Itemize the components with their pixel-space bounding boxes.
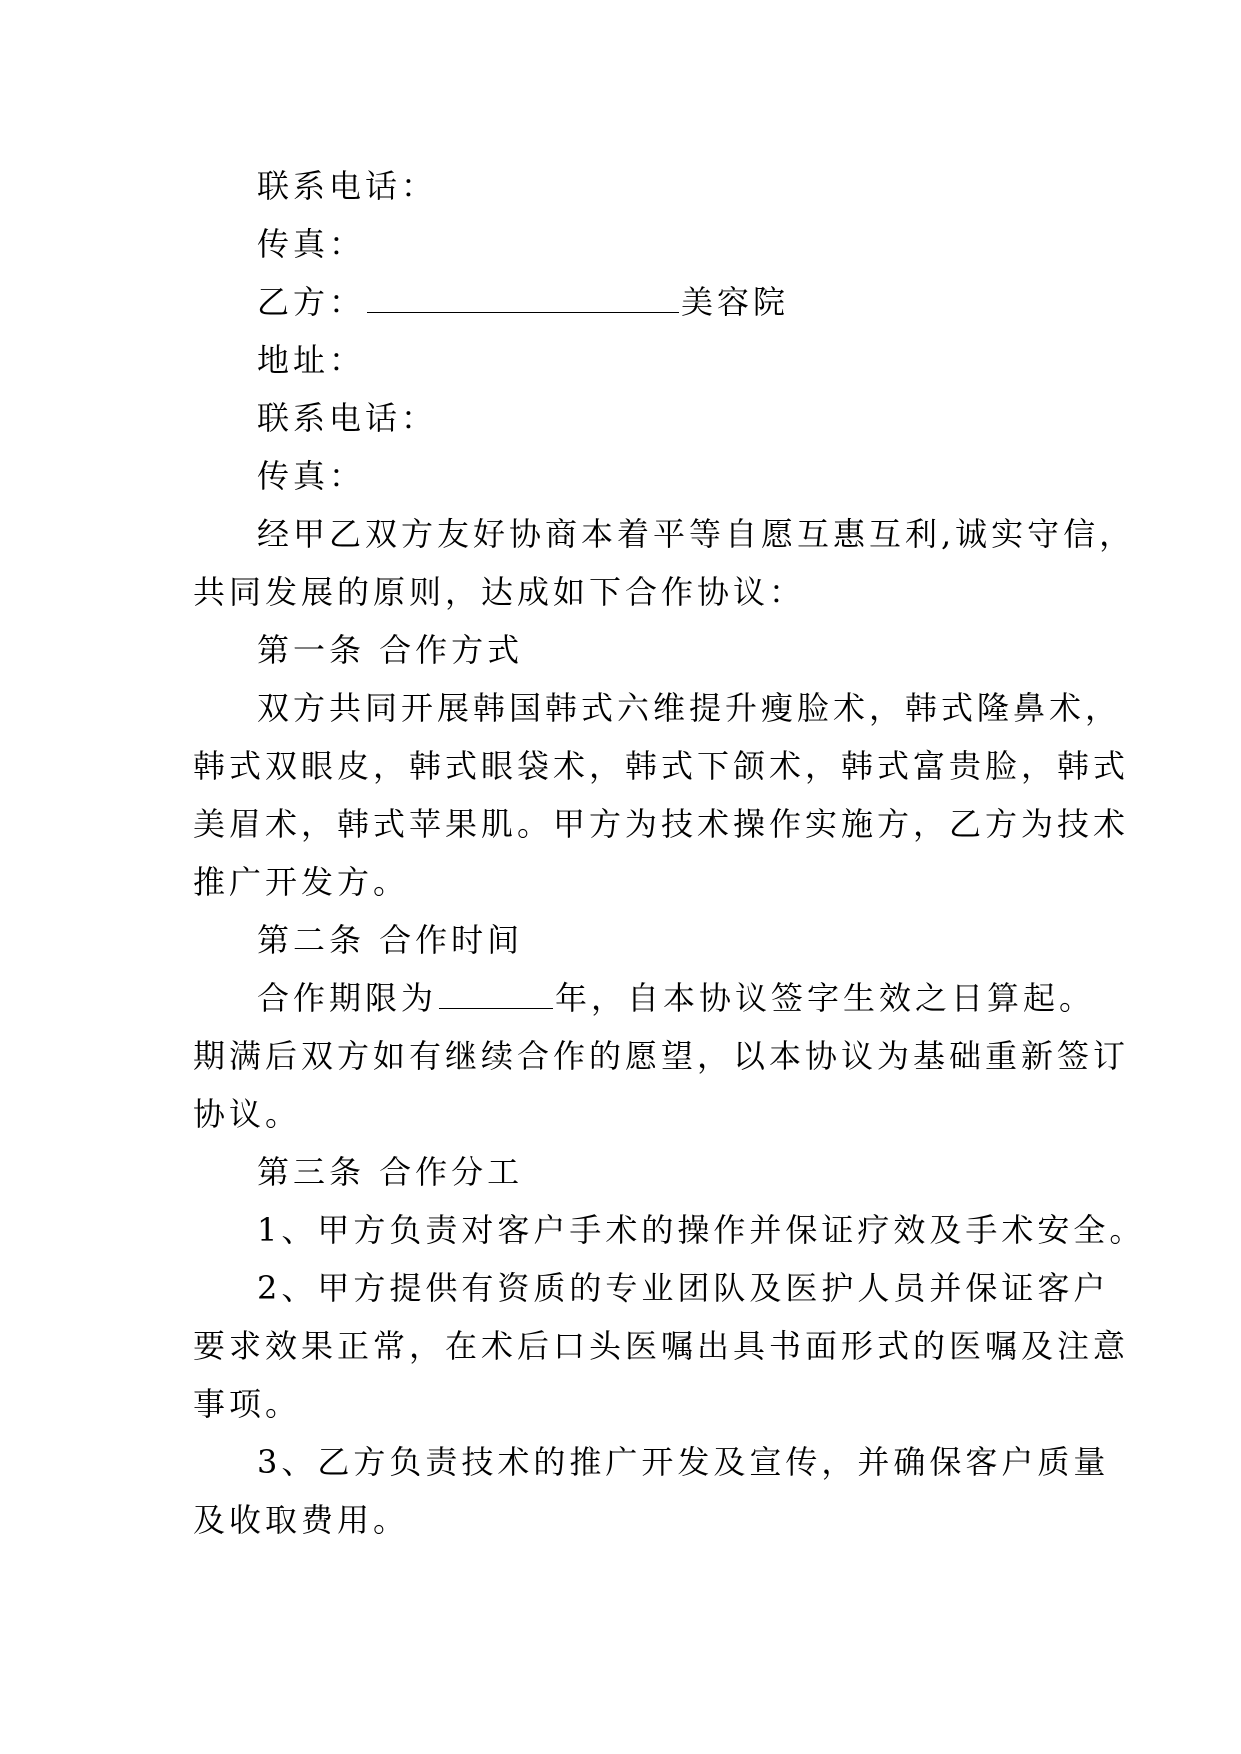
article-1-line-1: 双方共同开展韩国韩式六维提升瘦脸术，韩式隆鼻术， xyxy=(257,689,1122,727)
article-3-item-2-line-1: 2、甲方提供有资质的专业团队及医护人员并保证客户 xyxy=(257,1269,1110,1307)
party-b-phone-line: 联系电话： xyxy=(257,399,438,437)
party-a-fax-line: 传真： xyxy=(257,225,366,263)
preamble-line-1: 经甲乙双方友好协商本着平等自愿互惠互利,诚实守信， xyxy=(257,515,1136,553)
article-3-item-2-line-3: 事项。 xyxy=(193,1385,302,1423)
article-3-heading: 第三条 合作分工 xyxy=(257,1153,524,1191)
preamble-line-2: 共同发展的原则，达成如下合作协议： xyxy=(193,573,806,611)
party-b-name-line xyxy=(193,273,1055,331)
article-2-line-3: 协议。 xyxy=(193,1095,302,1133)
party-b-address-line: 地址： xyxy=(257,341,366,379)
term-suffix: 年，自本协议签字生效之日算起。 xyxy=(555,979,1096,1017)
term-prefix: 合作期限为 xyxy=(257,979,438,1017)
party-a-phone-line: 联系电话： xyxy=(257,167,438,205)
party-b-suffix: 美容院 xyxy=(681,283,790,321)
article-2-heading: 第二条 合作时间 xyxy=(257,921,524,959)
party-b-fax-line: 传真： xyxy=(257,457,366,495)
article-1-heading: 第一条 合作方式 xyxy=(257,631,524,669)
term-years-blank xyxy=(439,980,553,1009)
article-2-line-2: 期满后双方如有继续合作的愿望，以本协议为基础重新签订 xyxy=(193,1037,1130,1075)
party-b-label: 乙方： xyxy=(257,283,366,321)
article-3-item-1: 1、甲方负责对客户手术的操作并保证疗效及手术安全。 xyxy=(257,1211,1146,1249)
article-1-line-3: 美眉术，韩式苹果肌。甲方为技术操作实施方，乙方为技术 xyxy=(193,805,1130,843)
article-3-item-3-line-1: 3、乙方负责技术的推广开发及宣传，并确保客户质量 xyxy=(257,1443,1110,1481)
article-2-line-1 xyxy=(193,969,1096,1027)
party-b-name-blank xyxy=(367,284,679,313)
article-1-line-4: 推广开发方。 xyxy=(193,863,410,901)
document-body xyxy=(193,157,1146,1549)
article-1-line-2: 韩式双眼皮，韩式眼袋术，韩式下颌术，韩式富贵脸，韩式 xyxy=(193,747,1130,785)
article-3-item-2-line-2: 要求效果正常，在术后口头医嘱出具书面形式的医嘱及注意 xyxy=(193,1327,1130,1365)
article-3-item-3-line-2: 及收取费用。 xyxy=(193,1501,410,1539)
